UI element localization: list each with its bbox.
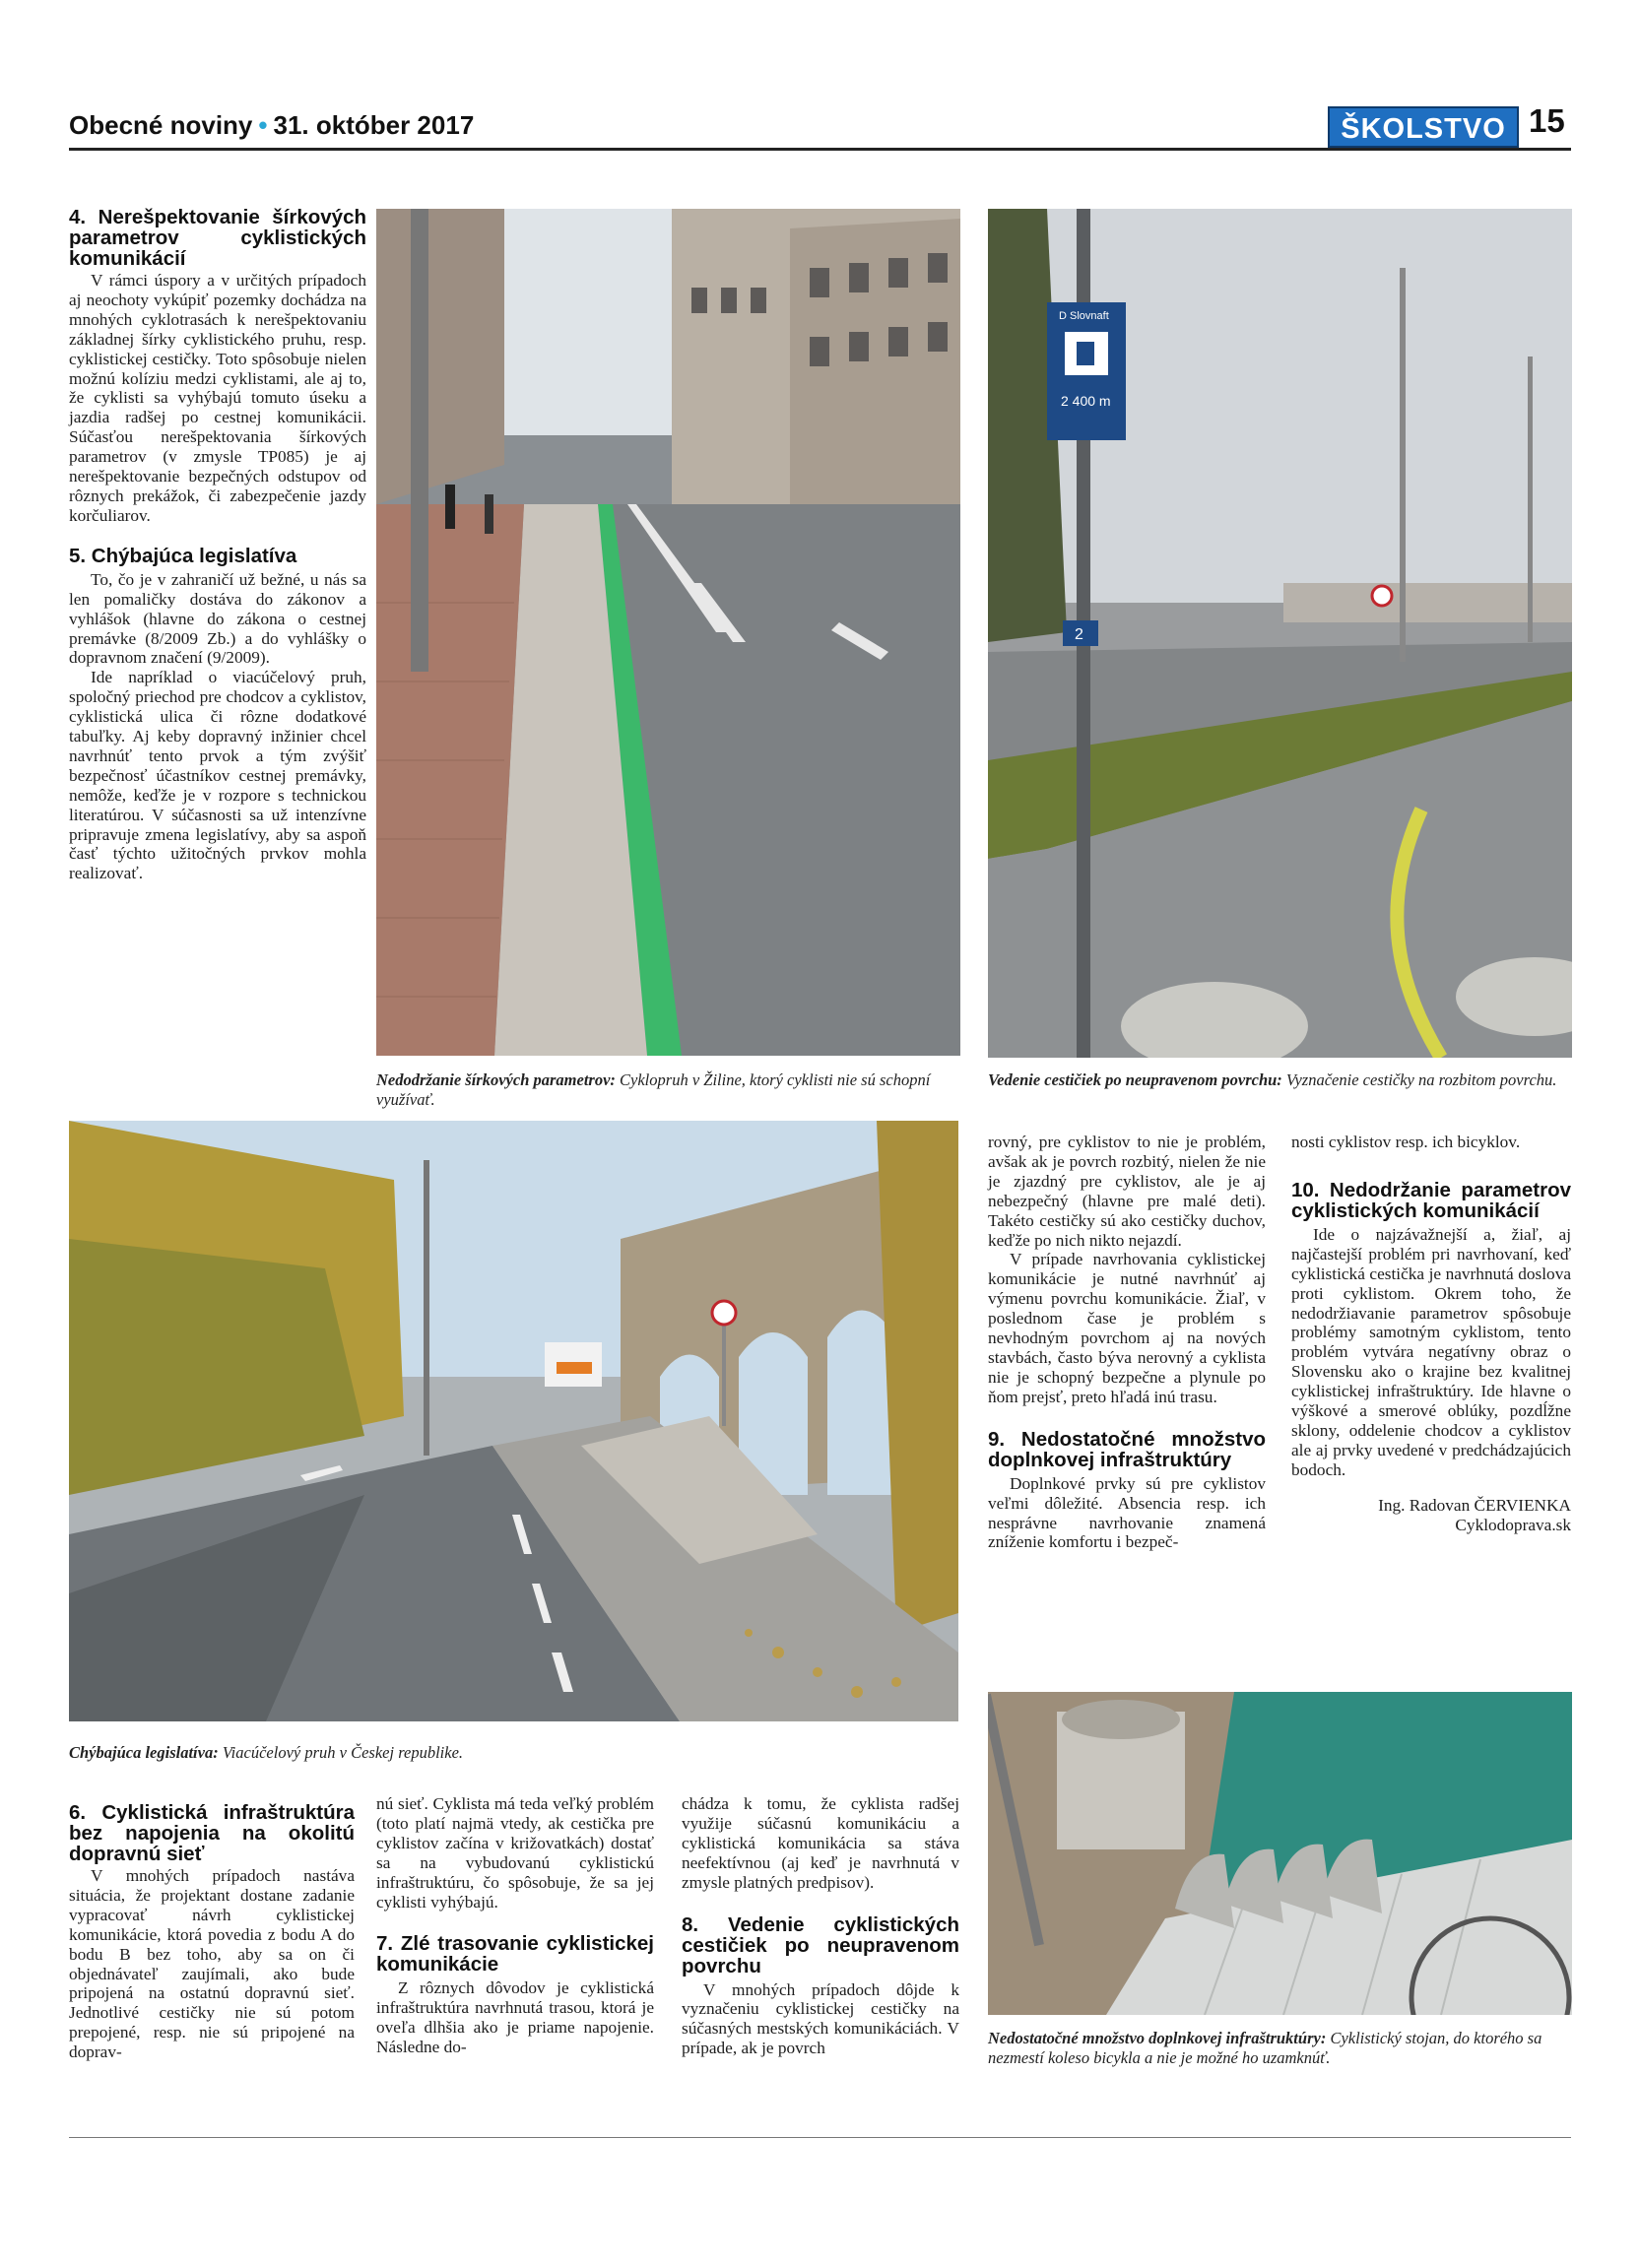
page-number: 15 [1529, 102, 1565, 139]
paper-name: Obecné noviny [69, 110, 253, 140]
column-4-flow [988, 1133, 1266, 1552]
section-8-text-start: V mnohých prípadoch dôjde k vyznačeniu cyklistickej cestičky na súčasných mestských komunikáciách. V prípade, ak je povrch [682, 1979, 959, 2058]
caption-1-lead: Nedodržanie šírkových parametrov: [376, 1070, 616, 1089]
heading-section-5: 5. Chýbajúca legislatíva [69, 544, 297, 567]
caption-3-lead: Chýbajúca legislatíva: [69, 1743, 219, 1762]
column-bottom-2 [376, 1794, 654, 2057]
section-9-text-end: nosti cyklistov resp. ich bicyklov. [1291, 1133, 1521, 1151]
photo-multipurpose-lane [69, 1121, 958, 1721]
section-8-continuation: rovný, pre cyklistov to nie je problém, avšak ak je povrch rozbitý, nielen že nie je zjazdný pre cyklistov, ale je aj nebezpečný (hlavne pre malé deti). Takéto cestičky sú ako cestičky duchov, keďže po nich nikto nejazdí. [988, 1133, 1266, 1250]
column-1 [69, 207, 366, 883]
sign-number: 2 [1075, 626, 1083, 643]
caption-photo-4 [988, 2029, 1571, 2068]
heading-section-7: 7. Zlé trasovanie cyklistickej komunikácie [376, 1932, 654, 1976]
bullet-icon: • [258, 110, 268, 140]
section-5-text-1: To, čo je v zahraničí už bežné, u nás sa len pomaličky dostáva do zákonov a vyhlášok (hlavne do zákona o cestnej premávke (8/2009 Zb.) a do vyhlášky o dopravnom značení (9/2009). [69, 569, 366, 668]
heading-section-8: 8. Vedenie cyklistických cestičiek po neupravenom povrchu [682, 1912, 959, 1977]
section-4-text: V rámci úspory a v určitých prípadoch aj neochoty vykúpiť pozemky dochádza na mnohých cyklotrasách k nerešpektovaniu základnej šírky cyklistického pruhu, resp. cyklistickej cestičky. Toto spôsobuje nielen možnú kolíziu medzi cyklistami, ale aj to, že cyklisti sa vyhýbajú tomuto úseku a jazdia radšej po cestnej komunikácii. Súčasťou nerešpektovania šírkových parametrov (v zmysle TP085) je aj nerešpektovanie bezpečných odstupov od rôznych prekážok, či zabezpečenie jazdy korčuliarov. [69, 271, 366, 525]
photo-bike-lane-zilina [376, 209, 960, 1056]
section-8-text-2-body: V prípade navrhovania cyklistickej komunikácie je nutné navrhnúť aj výmenu povrchu komunikácie. Žiaľ, v poslednom čase je problém s nevhodným povrchom aj na nových stavbách, často býva nerovný a cyklista nie je schopný bezpečne a plynule po ňom prejsť, preto hľadá inú trasu. [988, 1250, 1266, 1406]
section-6-text-start: V mnohých prípadoch nastáva situácia, že projektant dostane zadanie vypracovať návrh cyklistickej komunikácie, ktorá povedia z bodu A do bodu B bez toho, aby sa on či objednávateľ zaujímali, ako bude pripojená na ostatnú dopravnú sieť. Jednotlivé cestičky nie sú potom prepojené, resp. nie sú pripojené na doprav- [69, 1866, 355, 2062]
masthead [69, 110, 474, 141]
section-badge: ŠKOLSTVO [1328, 106, 1519, 148]
section-6-text-end: nú sieť. Cyklista má teda veľký problém (toto platí najmä vtedy, ak cestička pre cyklistov začína v križovatkách) dostať sa na vybudovanú cyklistickú infraštruktúru, čo spôsobuje, že sa jej cyklisti vyhýbajú. [376, 1794, 654, 1912]
heading-section-4: 4. Nerešpektovanie šírkových parametrov cyklistických komunikácií [69, 206, 366, 270]
section-5-text-2: Ide napríklad o viacúčelový pruh, spoločný priechod pre chodcov a cyklistov, cyklistická ulica či rôzne dodatkové tabuľky. Aj keby dopravný inžinier chcel navrhnúť tento prvok a tým zvýšiť bezpečnosť účastníkov cestnej premávky, nemôže, keďže je v rozpore s technickou literatúrou. V súčasnosti sa už intenzívne pripravuje zmena legislatívy, aby sa aspoň časť týchto užitočných prvkov mohla realizovať. [69, 668, 366, 883]
caption-2-lead: Vedenie cestičiek po neupravenom povrchu: [988, 1070, 1282, 1089]
section-10-text: Ide o najzávažnejší a, žiaľ, aj najčastejší problém pri navrhovaní, keď cyklistická cestička je navrhnutá doslova proti cyklistom. Okrem toho, že nedodržiavanie parametrov spôsobuje problémy samotným cyklistom, tento problém vytvára negatívny obraz o Slovensku ako o krajine bez kvalitnej cyklistickej infraštruktúry. Ide hlavne o výškové a smerové oblúky, pozdĺžne sklony, oddelenie chodcov a cyklistov ale aj prvky uvedené v predchádzajúcich bodoch. [1291, 1224, 1571, 1479]
author-name: Ing. Radovan ČERVIENKA [1378, 1495, 1571, 1515]
column-bottom-1 [69, 1794, 355, 2062]
sign-brand: D Slovnaft [1059, 310, 1109, 322]
heading-section-9: 9. Nedostatočné množstvo doplnkovej infraštruktúry [988, 1427, 1266, 1471]
caption-2-text: Vyznačenie cestičky na rozbitom povrchu. [1281, 1070, 1557, 1089]
column-5 [1291, 1133, 1571, 1535]
column-bottom-3 [682, 1794, 959, 2058]
footer-rule [69, 2137, 1571, 2138]
caption-photo-2 [988, 1070, 1571, 1090]
heading-section-6: 6. Cyklistická infraštruktúra bez napojenia na okolitú dopravnú sieť [69, 1801, 355, 1865]
caption-photo-1 [376, 1070, 957, 1110]
section-7-text-end: chádza k tomu, že cyklista radšej využije súčasnú komunikáciu a cyklistická komunikácia sa stáva neefektívnou (aj keď je navrhnutá v zmysle platných predpisov). [682, 1794, 959, 1892]
photo-bike-rack [988, 1692, 1572, 2015]
section-7-text-start: Z rôznych dôvodov je cyklistická infraštruktúra navrhnutá trasou, ktorá je oveľa dlhšia ako je priame napojenie. Následne do- [376, 1978, 654, 2057]
caption-photo-3 [69, 1743, 955, 1763]
caption-4-lead: Nedostatočné množstvo doplnkovej infraštruktúry: [988, 2029, 1327, 2047]
caption-3-text: Viacúčelový pruh v Českej republike. [218, 1743, 464, 1762]
issue-date: 31. október 2017 [273, 110, 475, 140]
photo-broken-surface-path [988, 209, 1572, 1058]
caption-1-text: Cyklopruh v Žiline, ktorý cyklisti nie sú schopní využívať. [376, 1070, 931, 1109]
section-9-text-start: Doplnkové prvky sú pre cyklistov veľmi dôležité. Absencia resp. ich nesprávne navrhovanie znamená zníženie komfortu i bezpeč- [988, 1473, 1266, 1552]
heading-section-10: 10. Nedodržanie parametrov cyklistických komunikácií [1291, 1178, 1571, 1222]
caption-4-text: Cyklistický stojan, do ktorého sa nezmestí koleso bicykla a nie je možné ho uzamknúť. [988, 2029, 1542, 2067]
sign-distance: 2 400 m [1061, 393, 1111, 409]
header-rule [69, 148, 1571, 151]
author-org: Cyklodoprava.sk [1455, 1515, 1571, 1534]
